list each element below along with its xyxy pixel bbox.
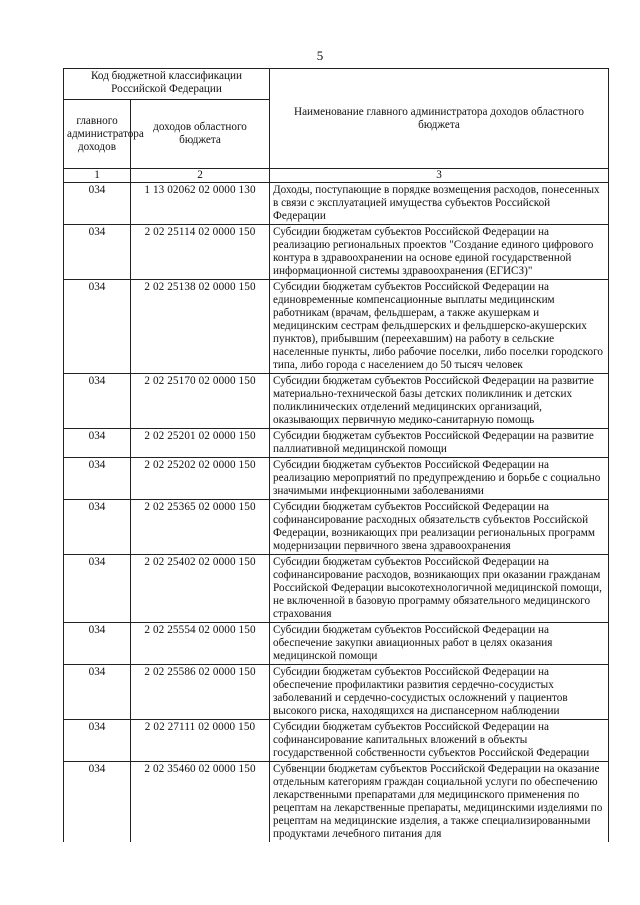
table-row (64, 665, 609, 720)
revenue-name-cell: Доходы, поступающие в порядке возмещения расходов, понесенных в связи с эксплуатацией имущества субъектов Российской Федерации (270, 183, 609, 225)
table-row (64, 280, 609, 374)
header-budget-classification: Код бюджетной классификации Российской Федерации (64, 69, 270, 100)
revenue-name-cell: Субсидии бюджетам субъектов Российской Федерации на обеспечение закупки авиационных работ в целях оказания медицинской помощи (270, 623, 609, 665)
revenue-name-cell: Субсидии бюджетам субъектов Российской Федерации на реализацию мероприятий по предупреждению и борьбе с социально значимыми инфекционными заболеваниями (270, 458, 609, 500)
header-regional-revenue: доходов областного бюджета (131, 100, 270, 169)
revenue-code-cell: 2 02 25402 02 0000 150 (131, 555, 270, 623)
revenue-name-cell: Субсидии бюджетам субъектов Российской Федерации на софинансирование капитальных вложений в объекты государственной собственности субъектов Российской Федерации (270, 720, 609, 762)
revenue-code-cell: 2 02 25202 02 0000 150 (131, 458, 270, 500)
revenue-name-cell: Субсидии бюджетам субъектов Российской Федерации на развитие материально-технической базы детских поликлиник и детских поликлинических отделений медицинских организаций, оказывающих первичную медико-санитарную помощь (270, 374, 609, 429)
table-row (64, 183, 609, 225)
revenue-name-cell: Субсидии бюджетам субъектов Российской Федерации на софинансирование расходов, возникающих при оказании гражданам Российской Федерации высокотехнологичной медицинской помощи, не включенной в базовую программу обязательного медицинского страхования (270, 555, 609, 623)
admin-code-cell: 034 (64, 500, 131, 555)
admin-code-cell: 034 (64, 665, 131, 720)
table-row (64, 555, 609, 623)
column-number-2: 2 (131, 169, 270, 183)
admin-code-cell: 034 (64, 374, 131, 429)
revenue-code-cell: 2 02 27111 02 0000 150 (131, 720, 270, 762)
column-number-1: 1 (64, 169, 131, 183)
table-row (64, 374, 609, 429)
revenue-code-cell: 2 02 25201 02 0000 150 (131, 429, 270, 458)
table-row (64, 429, 609, 458)
admin-code-cell: 034 (64, 720, 131, 762)
revenue-name-cell: Субсидии бюджетам субъектов Российской Федерации на софинансирование расходных обязательств субъектов Российской Федерации, возникающих при реализации региональных программ модернизации первичного звена здравоохранения (270, 500, 609, 555)
admin-code-cell: 034 (64, 429, 131, 458)
revenue-name-cell: Субсидии бюджетам субъектов Российской Федерации на развитие паллиативной медицинской помощи (270, 429, 609, 458)
table-row (64, 623, 609, 665)
revenue-code-cell: 2 02 25554 02 0000 150 (131, 623, 270, 665)
table-row (64, 225, 609, 280)
table-row (64, 762, 609, 843)
revenue-name-cell: Субсидии бюджетам субъектов Российской Федерации на единовременные компенсационные выплаты медицинским работникам (врачам, фельдшерам, а также акушеркам и медицинским сестрам фельдшерских и фельдшерско-акушерских пунктов), прибывшим (переехавшим) на работу в сельские населенные пункты, либо рабочие поселки, либо поселки городского типа, либо города с населением до 50 тысяч человек (270, 280, 609, 374)
table-row (64, 500, 609, 555)
revenue-code-cell: 1 13 02062 02 0000 130 (131, 183, 270, 225)
revenue-code-cell: 2 02 25138 02 0000 150 (131, 280, 270, 374)
revenue-code-cell: 2 02 25170 02 0000 150 (131, 374, 270, 429)
revenue-name-cell: Субвенции бюджетам субъектов Российской Федерации на оказание отдельным категориям граждан социальной услуги по обеспечению лекарственными препаратами для медицинского применения по рецептам на лекарственные препараты, медицинскими изделиями по рецептам на медицинские изделия, а также специализированными продуктами лечебного питания для (270, 762, 609, 843)
revenue-code-cell: 2 02 25365 02 0000 150 (131, 500, 270, 555)
admin-code-cell: 034 (64, 762, 131, 843)
page-number: 5 (316, 48, 324, 63)
admin-code-cell: 034 (64, 280, 131, 374)
budget-classification-table (63, 68, 609, 842)
admin-code-cell: 034 (64, 623, 131, 665)
admin-code-cell: 034 (64, 555, 131, 623)
header-admin-name: Наименование главного администратора доходов областного бюджета (270, 69, 609, 169)
header-main-administrator: главного администратора доходов (64, 100, 131, 169)
table-row (64, 458, 609, 500)
revenue-name-cell: Субсидии бюджетам субъектов Российской Федерации на обеспечение профилактики развития сердечно-сосудистых заболеваний и сердечно-сосудистых осложнений у пациентов высокого риска, находящихся на диспансерном наблюдении (270, 665, 609, 720)
revenue-code-cell: 2 02 25114 02 0000 150 (131, 225, 270, 280)
admin-code-cell: 034 (64, 458, 131, 500)
column-number-3: 3 (270, 169, 609, 183)
revenue-code-cell: 2 02 25586 02 0000 150 (131, 665, 270, 720)
table-row (64, 720, 609, 762)
admin-code-cell: 034 (64, 183, 131, 225)
revenue-name-cell: Субсидии бюджетам субъектов Российской Федерации на реализацию региональных проектов "Создание единого цифрового контура в здравоохранении на основе единой государственной информационной системы здравоохранения (ЕГИСЗ)" (270, 225, 609, 280)
admin-code-cell: 034 (64, 225, 131, 280)
revenue-code-cell: 2 02 35460 02 0000 150 (131, 762, 270, 843)
